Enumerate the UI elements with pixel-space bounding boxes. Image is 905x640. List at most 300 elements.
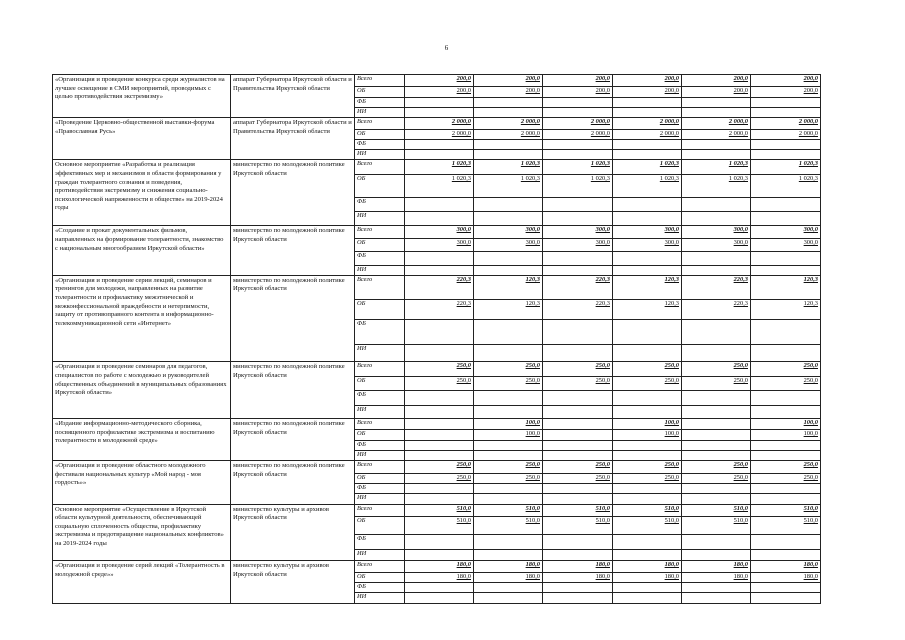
- amount-cell: 120,3: [613, 299, 682, 320]
- table-row: [53, 561, 821, 572]
- table-row: [53, 362, 821, 376]
- amount-cell: 100,0: [474, 430, 543, 440]
- amount-cell: 120,3: [474, 299, 543, 320]
- amount-cell: [543, 440, 613, 450]
- amount-cell: 100,0: [613, 419, 682, 430]
- amount-cell: 180,0: [474, 561, 543, 572]
- responsible-executor: аппарат Губернатора Иркутской области и Правительства Иркутской области: [231, 75, 355, 118]
- amount-cell: [613, 150, 682, 160]
- amount-cell: [474, 391, 543, 405]
- amount-cell: 300,0: [613, 238, 682, 251]
- amount-cell: [682, 450, 751, 460]
- amount-cell: [405, 535, 474, 549]
- amount-cell: [682, 211, 751, 225]
- activity-description: «Организация и проведение областного молодежного фестиваля национальных культур «Мой народ - моя гордость»»: [53, 461, 231, 504]
- amount-cell: 510,0: [751, 516, 821, 535]
- responsible-executor: министерство по молодежной политике Иркутской области: [231, 226, 355, 275]
- funding-source-label: ОБ: [355, 572, 405, 582]
- amount-cell: 250,0: [613, 473, 682, 483]
- amount-cell: 200,0: [751, 75, 821, 87]
- amount-cell: 180,0: [543, 561, 613, 572]
- amount-cell: [405, 405, 474, 418]
- funding-source-label: ФБ: [355, 252, 405, 265]
- amount-cell: 510,0: [474, 516, 543, 535]
- amount-cell: [613, 320, 682, 345]
- amount-cell: [405, 450, 474, 460]
- funding-source-label: Всего: [355, 275, 405, 299]
- amount-cell: 1 020,3: [474, 174, 543, 197]
- funding-source-label: ОБ: [355, 516, 405, 535]
- amount-cell: [751, 582, 821, 592]
- amount-cell: 510,0: [405, 516, 474, 535]
- funding-source-label: ОБ: [355, 174, 405, 197]
- amount-cell: [751, 593, 821, 604]
- amount-cell: 250,0: [543, 362, 613, 376]
- funding-source-label: Всего: [355, 461, 405, 473]
- funding-source-label: ФБ: [355, 97, 405, 107]
- funding-source-label: Всего: [355, 118, 405, 129]
- activity-description: «Издание информационно-методического сборника, посвященного профилактике экстремизма и воспитанию толерантности в молодежной среде»: [53, 419, 231, 461]
- amount-cell: 1 020,3: [405, 174, 474, 197]
- amount-cell: [613, 593, 682, 604]
- funding-source-label: ОБ: [355, 430, 405, 440]
- amount-cell: [682, 97, 751, 107]
- amount-cell: [751, 252, 821, 265]
- funding-source-label: ИИ: [355, 494, 405, 504]
- amount-cell: [613, 494, 682, 504]
- amount-cell: [543, 320, 613, 345]
- amount-cell: [474, 494, 543, 504]
- amount-cell: 120,3: [751, 299, 821, 320]
- funding-source-label: ФБ: [355, 582, 405, 592]
- amount-cell: [543, 419, 613, 430]
- amount-cell: [543, 391, 613, 405]
- amount-cell: 1 020,3: [682, 174, 751, 197]
- amount-cell: 180,0: [682, 572, 751, 582]
- amount-cell: [751, 440, 821, 450]
- amount-cell: [405, 320, 474, 345]
- amount-cell: [405, 549, 474, 560]
- amount-cell: 250,0: [405, 376, 474, 390]
- amount-cell: [474, 320, 543, 345]
- amount-cell: 250,0: [682, 376, 751, 390]
- table-row: [53, 75, 821, 87]
- funding-table: [52, 74, 821, 604]
- amount-cell: 1 020,3: [543, 160, 613, 174]
- funding-source-label: ОБ: [355, 87, 405, 97]
- amount-cell: 100,0: [751, 419, 821, 430]
- amount-cell: 510,0: [682, 516, 751, 535]
- table-row: [53, 226, 821, 238]
- amount-cell: 250,0: [613, 376, 682, 390]
- amount-cell: [751, 483, 821, 493]
- amount-cell: [474, 265, 543, 275]
- amount-cell: [613, 450, 682, 460]
- amount-cell: [682, 430, 751, 440]
- amount-cell: 180,0: [613, 572, 682, 582]
- amount-cell: [474, 483, 543, 493]
- amount-cell: 250,0: [751, 362, 821, 376]
- funding-source-label: ИИ: [355, 150, 405, 160]
- amount-cell: [682, 320, 751, 345]
- responsible-executor: министерство по молодежной политике Иркутской области: [231, 275, 355, 362]
- funding-source-label: ФБ: [355, 440, 405, 450]
- amount-cell: 300,0: [405, 238, 474, 251]
- amount-cell: [682, 107, 751, 117]
- amount-cell: 300,0: [682, 226, 751, 238]
- amount-cell: [613, 405, 682, 418]
- funding-source-label: ФБ: [355, 391, 405, 405]
- funding-source-label: ИИ: [355, 593, 405, 604]
- amount-cell: [751, 535, 821, 549]
- amount-cell: 300,0: [474, 226, 543, 238]
- amount-cell: 300,0: [751, 226, 821, 238]
- amount-cell: 1 020,3: [613, 160, 682, 174]
- amount-cell: [474, 150, 543, 160]
- amount-cell: 200,0: [613, 75, 682, 87]
- amount-cell: [405, 265, 474, 275]
- amount-cell: [543, 405, 613, 418]
- amount-cell: 250,0: [474, 362, 543, 376]
- amount-cell: [474, 252, 543, 265]
- amount-cell: [474, 440, 543, 450]
- amount-cell: 250,0: [682, 362, 751, 376]
- amount-cell: [474, 107, 543, 117]
- amount-cell: [613, 197, 682, 211]
- amount-cell: 2 000,0: [682, 118, 751, 129]
- amount-cell: [613, 211, 682, 225]
- funding-source-label: ИИ: [355, 549, 405, 560]
- amount-cell: [405, 197, 474, 211]
- funding-source-label: ФБ: [355, 320, 405, 345]
- amount-cell: [543, 450, 613, 460]
- funding-source-label: ОБ: [355, 376, 405, 390]
- amount-cell: 250,0: [613, 362, 682, 376]
- amount-cell: 2 000,0: [613, 118, 682, 129]
- amount-cell: 250,0: [613, 461, 682, 473]
- amount-cell: 180,0: [474, 572, 543, 582]
- amount-cell: 250,0: [543, 376, 613, 390]
- funding-source-label: ОБ: [355, 299, 405, 320]
- amount-cell: 100,0: [474, 419, 543, 430]
- amount-cell: [405, 107, 474, 117]
- amount-cell: 510,0: [682, 504, 751, 516]
- amount-cell: [613, 440, 682, 450]
- amount-cell: [474, 450, 543, 460]
- amount-cell: [543, 107, 613, 117]
- amount-cell: 250,0: [751, 461, 821, 473]
- amount-cell: 250,0: [543, 473, 613, 483]
- table-row: [53, 419, 821, 430]
- amount-cell: 250,0: [474, 473, 543, 483]
- amount-cell: [405, 344, 474, 362]
- amount-cell: [474, 535, 543, 549]
- amount-cell: [682, 535, 751, 549]
- amount-cell: [405, 483, 474, 493]
- amount-cell: 200,0: [543, 75, 613, 87]
- funding-source-label: ФБ: [355, 197, 405, 211]
- amount-cell: 510,0: [751, 504, 821, 516]
- amount-cell: 2 000,0: [751, 118, 821, 129]
- amount-cell: 1 020,3: [751, 174, 821, 197]
- funding-source-label: Всего: [355, 419, 405, 430]
- amount-cell: [682, 252, 751, 265]
- amount-cell: 1 020,3: [613, 174, 682, 197]
- table-row: [53, 461, 821, 473]
- funding-source-label: Всего: [355, 504, 405, 516]
- table-row: [53, 275, 821, 299]
- amount-cell: 180,0: [751, 561, 821, 572]
- amount-cell: [682, 494, 751, 504]
- amount-cell: 100,0: [613, 430, 682, 440]
- amount-cell: 2 000,0: [474, 118, 543, 129]
- amount-cell: 120,3: [613, 275, 682, 299]
- amount-cell: 200,0: [751, 87, 821, 97]
- amount-cell: 250,0: [405, 461, 474, 473]
- amount-cell: [682, 150, 751, 160]
- amount-cell: 120,3: [474, 275, 543, 299]
- amount-cell: [405, 97, 474, 107]
- amount-cell: [543, 265, 613, 275]
- amount-cell: 1 020,3: [474, 160, 543, 174]
- amount-cell: [543, 494, 613, 504]
- funding-source-label: Всего: [355, 362, 405, 376]
- amount-cell: [474, 582, 543, 592]
- amount-cell: [543, 535, 613, 549]
- amount-cell: 180,0: [405, 572, 474, 582]
- amount-cell: [682, 344, 751, 362]
- amount-cell: [405, 494, 474, 504]
- amount-cell: [543, 97, 613, 107]
- amount-cell: [543, 139, 613, 149]
- amount-cell: 300,0: [682, 238, 751, 251]
- amount-cell: 1 020,3: [405, 160, 474, 174]
- amount-cell: 300,0: [405, 226, 474, 238]
- activity-description: «Организация и проведение серий лекций «Толерантность в молодежной среде»»: [53, 561, 231, 604]
- amount-cell: [682, 593, 751, 604]
- amount-cell: 2 000,0: [474, 129, 543, 139]
- funding-source-label: ИИ: [355, 405, 405, 418]
- amount-cell: 2 000,0: [751, 129, 821, 139]
- amount-cell: 100,0: [751, 430, 821, 440]
- amount-cell: 250,0: [405, 473, 474, 483]
- amount-cell: [751, 139, 821, 149]
- amount-cell: 1 020,3: [682, 160, 751, 174]
- funding-source-label: ОБ: [355, 238, 405, 251]
- activity-description: «Проведение Церковно-общественной выставки-форума «Православная Русь»: [53, 118, 231, 160]
- amount-cell: [751, 405, 821, 418]
- amount-cell: [543, 582, 613, 592]
- activity-description: Основное мероприятие «Осуществление в Иркутской области культурной деятельности, обеспечивающей социальную сплоченность общества, профилактику экстремизма и предотвращение национальных конфликтов» на 2019-2024 годы: [53, 504, 231, 561]
- amount-cell: [405, 440, 474, 450]
- amount-cell: [751, 494, 821, 504]
- amount-cell: 510,0: [543, 504, 613, 516]
- amount-cell: 200,0: [405, 87, 474, 97]
- amount-cell: [474, 593, 543, 604]
- amount-cell: [751, 197, 821, 211]
- amount-cell: 1 020,3: [751, 160, 821, 174]
- amount-cell: [751, 150, 821, 160]
- amount-cell: [751, 391, 821, 405]
- amount-cell: [613, 252, 682, 265]
- activity-description: «Организация и проведение конкурса среди журналистов на лучшее освещение в СМИ мероприятий, проводимых с целью противодействия экстремизму»: [53, 75, 231, 118]
- amount-cell: 250,0: [751, 473, 821, 483]
- amount-cell: [405, 139, 474, 149]
- amount-cell: [474, 549, 543, 560]
- amount-cell: [405, 419, 474, 430]
- amount-cell: 200,0: [474, 75, 543, 87]
- table-row: [53, 504, 821, 516]
- amount-cell: 300,0: [751, 238, 821, 251]
- amount-cell: 2 000,0: [543, 118, 613, 129]
- funding-source-label: ФБ: [355, 535, 405, 549]
- amount-cell: [682, 582, 751, 592]
- amount-cell: [405, 430, 474, 440]
- amount-cell: [751, 107, 821, 117]
- funding-source-label: ОБ: [355, 473, 405, 483]
- amount-cell: [543, 252, 613, 265]
- funding-source-label: ОБ: [355, 129, 405, 139]
- amount-cell: [682, 197, 751, 211]
- amount-cell: [682, 139, 751, 149]
- funding-source-label: ИИ: [355, 265, 405, 275]
- amount-cell: 300,0: [543, 226, 613, 238]
- amount-cell: 200,0: [613, 87, 682, 97]
- funding-source-label: ИИ: [355, 211, 405, 225]
- amount-cell: [682, 405, 751, 418]
- responsible-executor: министерство по молодежной политике Иркутской области: [231, 362, 355, 419]
- amount-cell: 300,0: [613, 226, 682, 238]
- amount-cell: [751, 344, 821, 362]
- funding-source-label: Всего: [355, 561, 405, 572]
- funding-source-label: ФБ: [355, 483, 405, 493]
- amount-cell: 250,0: [543, 461, 613, 473]
- amount-cell: 220,3: [682, 275, 751, 299]
- table-body: [53, 75, 821, 604]
- amount-cell: [682, 419, 751, 430]
- amount-cell: 2 000,0: [405, 129, 474, 139]
- amount-cell: [474, 211, 543, 225]
- activity-description: «Организация и проведение серии лекций, семинаров и тренингов для молодежи, направленных на развитие толерантности и профилактику межэтнической и межконфессиональной враждебности и нетерпимости, защиту от противоправного контента в информационно-телекоммуникационной сети «Интернет»: [53, 275, 231, 362]
- amount-cell: 2 000,0: [682, 129, 751, 139]
- amount-cell: 250,0: [474, 461, 543, 473]
- amount-cell: [543, 344, 613, 362]
- amount-cell: 2 000,0: [543, 129, 613, 139]
- amount-cell: 200,0: [682, 87, 751, 97]
- amount-cell: 250,0: [405, 362, 474, 376]
- amount-cell: 510,0: [405, 504, 474, 516]
- amount-cell: 180,0: [751, 572, 821, 582]
- funding-source-label: ИИ: [355, 450, 405, 460]
- amount-cell: [543, 483, 613, 493]
- amount-cell: 510,0: [474, 504, 543, 516]
- amount-cell: [543, 150, 613, 160]
- amount-cell: 180,0: [405, 561, 474, 572]
- funding-source-label: Всего: [355, 160, 405, 174]
- responsible-executor: министерство культуры и архивов Иркутской области: [231, 561, 355, 604]
- amount-cell: [474, 97, 543, 107]
- amount-cell: [682, 265, 751, 275]
- activity-description: «Организация и проведение семинаров для педагогов, специалистов по работе с молодежью и руководителей общественных объединений в муниципальных образованиях Иркутской области»: [53, 362, 231, 419]
- amount-cell: 510,0: [613, 516, 682, 535]
- amount-cell: 200,0: [474, 87, 543, 97]
- amount-cell: 220,3: [405, 299, 474, 320]
- amount-cell: [543, 197, 613, 211]
- amount-cell: 220,3: [682, 299, 751, 320]
- amount-cell: 250,0: [682, 473, 751, 483]
- amount-cell: 510,0: [543, 516, 613, 535]
- responsible-executor: министерство по молодежной политике Иркутской области: [231, 419, 355, 461]
- amount-cell: 180,0: [682, 561, 751, 572]
- amount-cell: [405, 150, 474, 160]
- amount-cell: [405, 211, 474, 225]
- amount-cell: [682, 483, 751, 493]
- amount-cell: [751, 265, 821, 275]
- amount-cell: [543, 593, 613, 604]
- amount-cell: [682, 549, 751, 560]
- amount-cell: [543, 211, 613, 225]
- responsible-executor: министерство по молодежной политике Иркутской области: [231, 461, 355, 504]
- responsible-executor: министерство по молодежной политике Иркутской области: [231, 160, 355, 226]
- amount-cell: [543, 549, 613, 560]
- amount-cell: [613, 97, 682, 107]
- amount-cell: [613, 483, 682, 493]
- funding-source-label: ИИ: [355, 107, 405, 117]
- funding-source-label: ФБ: [355, 139, 405, 149]
- funding-source-label: Всего: [355, 75, 405, 87]
- amount-cell: [543, 430, 613, 440]
- table-row: [53, 118, 821, 129]
- amount-cell: [751, 97, 821, 107]
- amount-cell: [613, 549, 682, 560]
- amount-cell: 120,3: [751, 275, 821, 299]
- amount-cell: 180,0: [613, 561, 682, 572]
- amount-cell: 200,0: [543, 87, 613, 97]
- amount-cell: [751, 211, 821, 225]
- amount-cell: 220,3: [543, 275, 613, 299]
- amount-cell: 200,0: [405, 75, 474, 87]
- amount-cell: [751, 320, 821, 345]
- activity-description: Основное мероприятие «Разработка и реализация эффективных мер и механизмов в области формирования у граждан толерантного сознания и поведения, противодействия экстремизму и снижения социально-психологической напряженности в обществе» на 2019-2024 годы: [53, 160, 231, 226]
- amount-cell: [405, 252, 474, 265]
- amount-cell: [682, 440, 751, 450]
- amount-cell: 250,0: [682, 461, 751, 473]
- amount-cell: [474, 344, 543, 362]
- amount-cell: [613, 265, 682, 275]
- amount-cell: [405, 582, 474, 592]
- amount-cell: 1 020,3: [543, 174, 613, 197]
- amount-cell: 200,0: [682, 75, 751, 87]
- amount-cell: 250,0: [751, 376, 821, 390]
- amount-cell: 2 000,0: [405, 118, 474, 129]
- table-row: [53, 160, 821, 174]
- responsible-executor: аппарат Губернатора Иркутской области и Правительства Иркутской области: [231, 118, 355, 160]
- amount-cell: [613, 582, 682, 592]
- amount-cell: [474, 139, 543, 149]
- amount-cell: 220,3: [405, 275, 474, 299]
- activity-description: «Создание и прокат документальных фильмов, направленных на формирование толерантности, знакомство с национальным многообразием Иркутской области»: [53, 226, 231, 275]
- amount-cell: [682, 391, 751, 405]
- page-number: 6: [444, 44, 449, 52]
- amount-cell: 300,0: [474, 238, 543, 251]
- amount-cell: [474, 405, 543, 418]
- amount-cell: 2 000,0: [613, 129, 682, 139]
- amount-cell: [751, 549, 821, 560]
- amount-cell: 180,0: [543, 572, 613, 582]
- amount-cell: [613, 107, 682, 117]
- amount-cell: 250,0: [474, 376, 543, 390]
- amount-cell: 300,0: [543, 238, 613, 251]
